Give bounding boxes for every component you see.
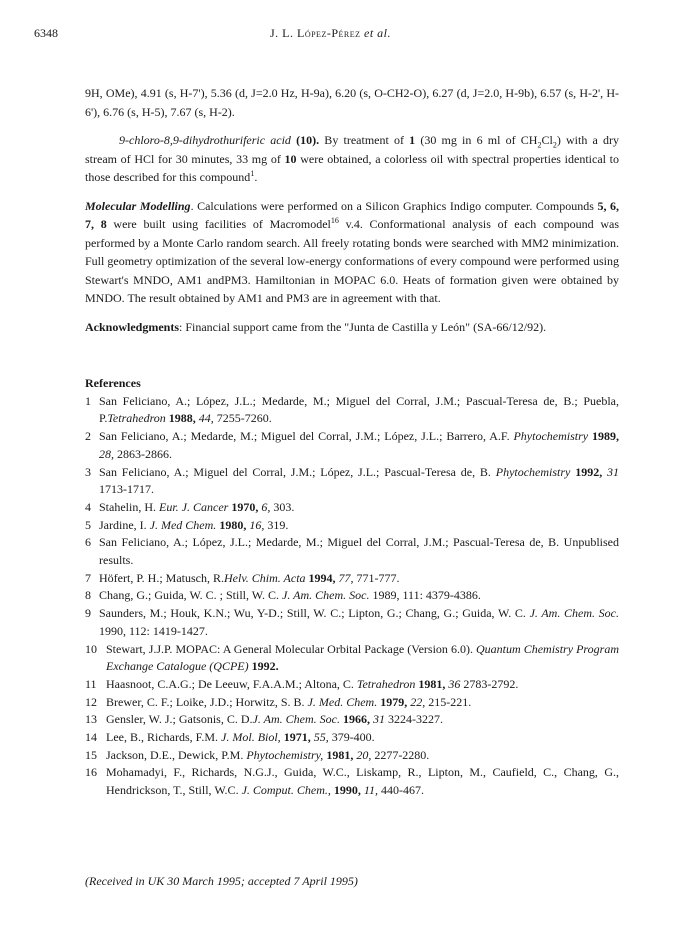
reference-text (99, 587, 619, 605)
reference-volume: 6, (261, 499, 271, 514)
text-run: ) with a dry stream of HCl for 30 minutes, 33 mg of (85, 133, 620, 166)
reference-journal: Phytochemistry (495, 464, 571, 479)
reference-item (85, 499, 619, 517)
reference-year: 1971, (280, 730, 314, 745)
reference-item (85, 694, 619, 712)
reference-pages: 771-777. (353, 570, 400, 585)
reference-year: 1992. (248, 659, 279, 674)
reference-item (85, 676, 619, 694)
reference-pages: 1989, 111: 4379-4386. (369, 588, 481, 603)
references-section (85, 375, 619, 800)
reference-journal: J. Am. Chem. Soc. (282, 588, 370, 603)
reference-volume: 36 (448, 676, 461, 691)
reference-pages: 2863-2866. (114, 446, 172, 461)
reference-journal: J. Comput. Chem., (241, 783, 331, 798)
text-run: (30 mg in 6 ml of CH (415, 133, 538, 147)
reference-year: 1979, (377, 694, 411, 709)
subscript: 2 (552, 140, 557, 150)
molecular-modelling-paragraph (85, 197, 619, 308)
reference-authors: Mohamadyi, F., Richards, N.G.J., Guida, W.C., Liskamp, R., Lipton, M., Caufield, C., Chang, G., Hendrickson, T., Still, W.C. (106, 765, 619, 798)
reference-text (106, 694, 619, 712)
page-header (34, 26, 658, 44)
reference-journal: Tetrahedron (107, 411, 166, 426)
reference-volume: 31 (607, 464, 619, 479)
reference-number: 2 (85, 429, 91, 444)
reference-number: 15 (85, 747, 97, 762)
reference-year: 1966, (339, 712, 373, 727)
reference-volume: 31 (372, 712, 385, 727)
reference-authors: San Feliciano, A.; López, J.L.; Medarde, M.; Miguel del Corral, J.M.; Pascual-Teresa de, B. Unpublised results. (99, 535, 619, 568)
reference-number: 13 (85, 712, 97, 727)
text-run: v.4. Conformational analysis of each compound was performed by a Monte Carlo random search. All freely rotating bonds were searched with MM2 minimization. Full geometry optimization of the several low-energy conformations of every compound were performed using Stewart's MNDO, AM1 andPM3. Hamiltonian in MOPAC 6.0. Heats of formation given were obtained by MNDO. The result obtained by AM1 and PM3 are in agreement with that. (85, 217, 620, 305)
reference-pages: 319. (264, 517, 289, 532)
reference-item (85, 517, 619, 535)
nmr-data-paragraph: 9H, OMe), 4.91 (s, H-7'), 5.36 (d, J=2.0 Hz, H-9a), 6.20 (s, O-CH2-O), 6.27 (d, J=2.0, H-9b), 6.57 (s, H-2', H-6'), 6.76 (s, H-5), 7.67 (s, H-2). (85, 86, 619, 119)
reference-pages: 1713-1717. (99, 482, 154, 497)
reference-number: 3 (85, 464, 91, 479)
reference-item (85, 747, 619, 765)
reference-authors: Stahelin, H. (99, 499, 159, 514)
reference-item (85, 570, 619, 588)
subscript: 2 (537, 140, 542, 150)
reference-pages: 7255-7260. (213, 411, 272, 426)
reference-authors: San Feliciano, A.; López, J.L.; Medarde, M.; Miguel del Corral, J.M.; Pascual-Teresa de, B.; Puebla, P. (99, 393, 619, 426)
reference-journal: Tetrahedron (356, 676, 416, 691)
reference-year: 1970, (228, 499, 262, 514)
reference-item (85, 711, 619, 729)
reference-pages: 440-467. (378, 783, 424, 798)
reference-authors: Jardine, I. (99, 517, 150, 532)
running-head-author: J. L. López-Pérez (270, 26, 361, 40)
text-run: Cl (541, 133, 553, 147)
compound-10-number: (10). (296, 133, 320, 147)
reference-number: 10 (85, 641, 97, 656)
reference-item (85, 393, 619, 428)
reference-journal: Helv. Chim. Acta (224, 570, 306, 585)
compound-ref: 10 (284, 151, 297, 166)
reference-journal: J. Mol. Biol, (221, 730, 281, 745)
citation-superscript: 1 (250, 169, 255, 178)
reference-journal: J. Am. Chem. Soc. (529, 606, 619, 621)
reference-authors: Lee, B., Richards, F.M. (106, 730, 222, 745)
reference-number: 16 (85, 765, 97, 780)
acknowledgments-heading: Acknowledgments (85, 319, 180, 334)
reference-text (106, 641, 619, 676)
reference-authors: Saunders, M.; Houk, K.N.; Wu, Y-D.; Still, W. C.; Lipton, G.; Chang, G.; Guida, W. C. (99, 606, 530, 621)
reference-authors: San Feliciano, A.; Medarde, M.; Miguel del Corral, J.M.; López, J.L.; Barrero, A.F. (99, 429, 514, 444)
text-run: . (254, 170, 258, 184)
reference-journal: J. Med Chem. (149, 517, 217, 532)
reference-authors: Haasnoot, C.A.G.; De Leeuw, F.A.A.M.; Altona, C. (106, 676, 357, 691)
reference-pages: 215-221. (425, 694, 472, 709)
reference-volume: 28, (99, 446, 114, 461)
reference-number: 11 (85, 676, 97, 691)
reference-number: 7 (85, 570, 91, 585)
reference-number: 8 (85, 588, 91, 603)
reference-item (85, 534, 619, 569)
text-run: were obtained, a colorless oil with spectral properties identical to those described for this compound (85, 151, 620, 184)
reference-authors: San Feliciano, A.; Miguel del Corral, J.M.; López, J.L.; Pascual-Teresa de, B. (99, 464, 496, 479)
citation-superscript: 16 (330, 216, 339, 225)
reference-year: 1988, (165, 411, 199, 426)
reference-authors: Jackson, D.E., Dewick, P.M. (106, 747, 247, 762)
reference-volume: 22, (410, 694, 426, 709)
reference-volume: 44, (198, 411, 214, 426)
reference-journal: Phytochemistry, (246, 747, 324, 762)
reference-pages: 2783-2792. (460, 676, 519, 691)
page-number: 6348 (34, 26, 58, 40)
reference-volume: 55, (313, 730, 329, 745)
reference-year: 1981, (323, 747, 357, 762)
reference-text (106, 764, 619, 799)
reference-pages: 3224-3227. (384, 712, 443, 727)
reference-year: 1992, (570, 464, 607, 479)
reference-authors: Höfert, P. H.; Matusch, R. (99, 570, 224, 585)
reference-authors: Brewer, C. F.; Loike, J.D.; Horwitz, S. B. (106, 694, 308, 709)
reference-item (85, 464, 619, 499)
compound-ref: 5, 6, 7, 8 (85, 198, 620, 231)
text-run: : Financial support came from the "Junta de Castilla y León" (SA-66/12/92). (179, 319, 547, 334)
reference-journal: Eur. J. Cancer (159, 499, 229, 514)
reference-text (106, 729, 619, 747)
reference-year: 1981, (415, 676, 449, 691)
reference-journal: J. Am. Chem. Soc. (252, 712, 340, 727)
reference-item (85, 641, 619, 676)
text-run: By treatment of (319, 133, 410, 147)
reference-text (99, 428, 619, 463)
reference-number: 4 (85, 499, 91, 514)
reference-text (106, 711, 619, 729)
reference-pages: 379-400. (328, 730, 375, 745)
reference-year: 1990, (330, 783, 364, 798)
reference-item (85, 605, 619, 640)
running-head-etal: et al. (364, 26, 391, 40)
text-run: . Calculations were performed on a Silicon Graphics Indigo computer. Compounds (190, 198, 598, 213)
reference-text (99, 464, 619, 499)
compound-ref: 1 (409, 133, 416, 147)
reference-item (85, 428, 619, 463)
reference-text (99, 605, 619, 640)
reference-year: 1994, (305, 570, 339, 585)
reference-number: 6 (85, 535, 91, 550)
reference-volume: 20, (356, 747, 372, 762)
reference-text (99, 393, 619, 428)
reference-authors: Stewart, J.J.P. MOPAC: A General Molecular Orbital Package (Version 6.0). (106, 641, 476, 656)
reference-number: 14 (85, 730, 97, 745)
text-run: were built using facilities of Macromodel (106, 217, 331, 231)
reference-text (106, 747, 619, 765)
reference-journal: Phytochemistry (513, 429, 589, 444)
reference-number: 9 (85, 606, 91, 621)
acknowledgments-paragraph (85, 318, 619, 337)
reference-text (99, 517, 619, 535)
reference-text (99, 499, 619, 517)
reference-pages: 2277-2280. (371, 747, 430, 762)
reference-volume: 16, (249, 517, 265, 532)
reference-year: 1980, (216, 517, 250, 532)
reference-text (99, 570, 619, 588)
body-text (85, 84, 619, 336)
reference-item (85, 587, 619, 605)
reference-number: 12 (85, 694, 97, 709)
reference-authors: Chang, G.; Guida, W. C. ; Still, W. C. (99, 588, 283, 603)
reference-authors: Gensler, W. J.; Gatsonis, C. D. (106, 712, 253, 727)
reference-item (85, 729, 619, 747)
reference-list (85, 393, 619, 800)
references-heading: References (85, 376, 141, 390)
molecular-modelling-heading: Molecular Modelling (85, 198, 191, 213)
compound-10-paragraph (85, 131, 619, 187)
reference-volume: 77, (338, 570, 354, 585)
reference-year: 1989, (588, 429, 619, 444)
reference-journal: J. Med. Chem. (307, 694, 378, 709)
reference-volume: 11, (363, 783, 378, 798)
reference-pages: 303. (270, 499, 295, 514)
running-head (270, 26, 391, 41)
received-note: (Received in UK 30 March 1995; accepted 7 April 1995) (85, 874, 358, 888)
reference-item (85, 764, 619, 799)
reference-journal: Quantum Chemistry Program Exchange Catalogue (QCPE) (106, 641, 619, 674)
reference-number: 1 (85, 393, 91, 408)
reference-pages: 1990, 112: 1419-1427. (99, 623, 208, 638)
reference-text (106, 676, 619, 694)
reference-number: 5 (85, 517, 91, 532)
reference-text (99, 534, 619, 569)
compound-10-name: 9-chloro-8,9-dihydrothuriferic acid (119, 133, 291, 147)
